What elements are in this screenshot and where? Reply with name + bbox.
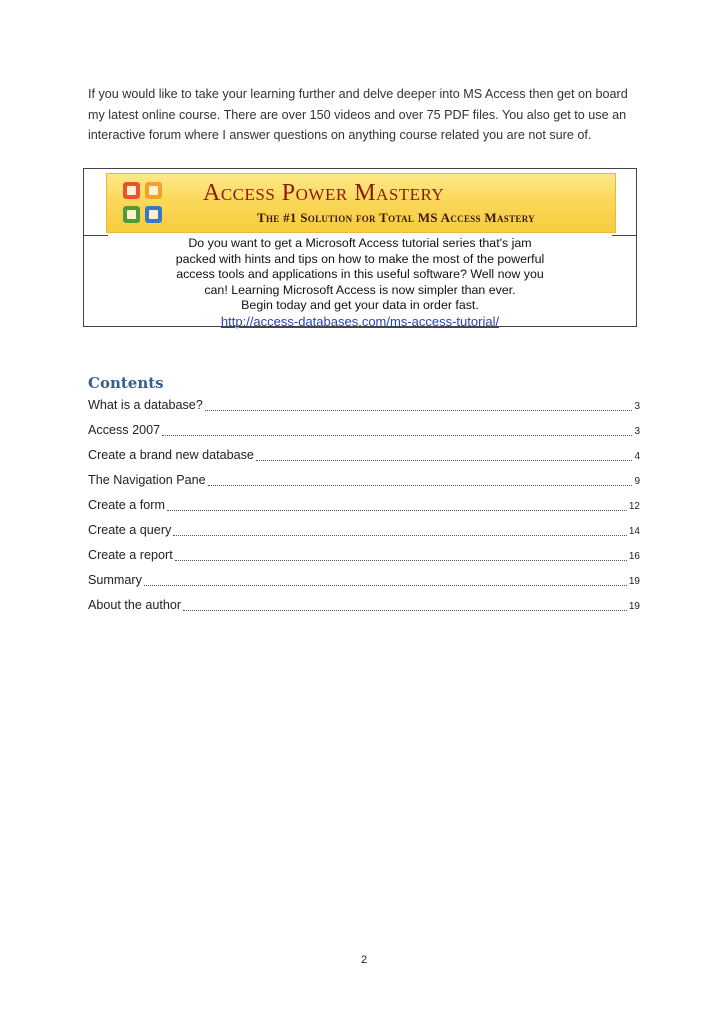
promo-line: Begin today and get your data in order fast.	[241, 298, 479, 312]
toc-item-label: Access 2007	[88, 423, 161, 437]
toc-leader	[256, 459, 633, 461]
toc-item-label: Create a query	[88, 523, 172, 537]
intro-paragraph: If you would like to take your learning further and delve deeper into MS Access then get on board my latest online course. There are over 150 videos and over 75 PDF files. You also get to use an interactive forum where I answer questions on anything course related you are not sure of.	[88, 87, 628, 142]
toc-item[interactable]	[88, 423, 640, 439]
toc-item[interactable]	[88, 473, 640, 489]
contents-heading: Contents	[88, 374, 164, 392]
toc-item-page: 12	[628, 501, 640, 512]
promo-line: packed with hints and tips on how to make the most of the powerful	[175, 251, 545, 266]
toc-item[interactable]	[88, 573, 640, 589]
toc-leader	[175, 559, 627, 561]
toc-item-label: The Navigation Pane	[88, 473, 206, 487]
toc-leader	[208, 484, 633, 486]
toc-leader	[205, 409, 633, 411]
promo-line: can! Learning Microsoft Access is now simpler than ever.	[204, 282, 516, 297]
toc-item-page: 9	[634, 476, 640, 487]
toc-item-page: 19	[628, 576, 640, 587]
toc-leader	[183, 609, 627, 611]
promo-text	[84, 236, 636, 330]
toc-item-page: 4	[634, 451, 640, 462]
toc-item-label: What is a database?	[88, 398, 203, 412]
page-number: 2	[360, 954, 368, 966]
toc-item-label: Summary	[88, 573, 142, 587]
toc-leader	[167, 509, 627, 511]
toc-item[interactable]	[88, 448, 640, 464]
toc-item-page: 3	[634, 426, 640, 437]
toc-item[interactable]	[88, 498, 640, 514]
promo-line: access tools and applications in this useful software? Well now you	[176, 267, 544, 281]
toc-leader	[162, 434, 632, 436]
toc-item-label: Create a report	[88, 548, 173, 562]
toc-item-label: Create a brand new database	[88, 448, 254, 462]
toc-item-page: 3	[634, 401, 640, 412]
promo-line: Do you want to get a Microsoft Access tutorial series that's jam	[188, 236, 532, 250]
toc-item-label: About the author	[88, 598, 182, 612]
toc-item[interactable]	[88, 598, 640, 614]
promo-link[interactable]: http://access-databases.com/ms-access-tutorial/	[220, 313, 500, 329]
banner-subtitle: The #1 Solution for Total MS Access Mastery	[257, 210, 535, 225]
promo-banner[interactable]	[106, 173, 616, 233]
promo-box	[83, 168, 637, 327]
toc-item-page: 16	[628, 551, 640, 562]
toc-item-page: 14	[628, 526, 640, 537]
toc-item[interactable]	[88, 523, 640, 539]
toc-item-page: 19	[628, 601, 640, 612]
toc-item[interactable]	[88, 398, 640, 414]
banner-title: Access Power Mastery	[203, 180, 445, 206]
office-logo-icon	[121, 180, 165, 228]
toc-leader	[173, 534, 627, 536]
toc-leader	[144, 584, 627, 586]
toc-item[interactable]	[88, 548, 640, 564]
toc-item-label: Create a form	[88, 498, 165, 512]
